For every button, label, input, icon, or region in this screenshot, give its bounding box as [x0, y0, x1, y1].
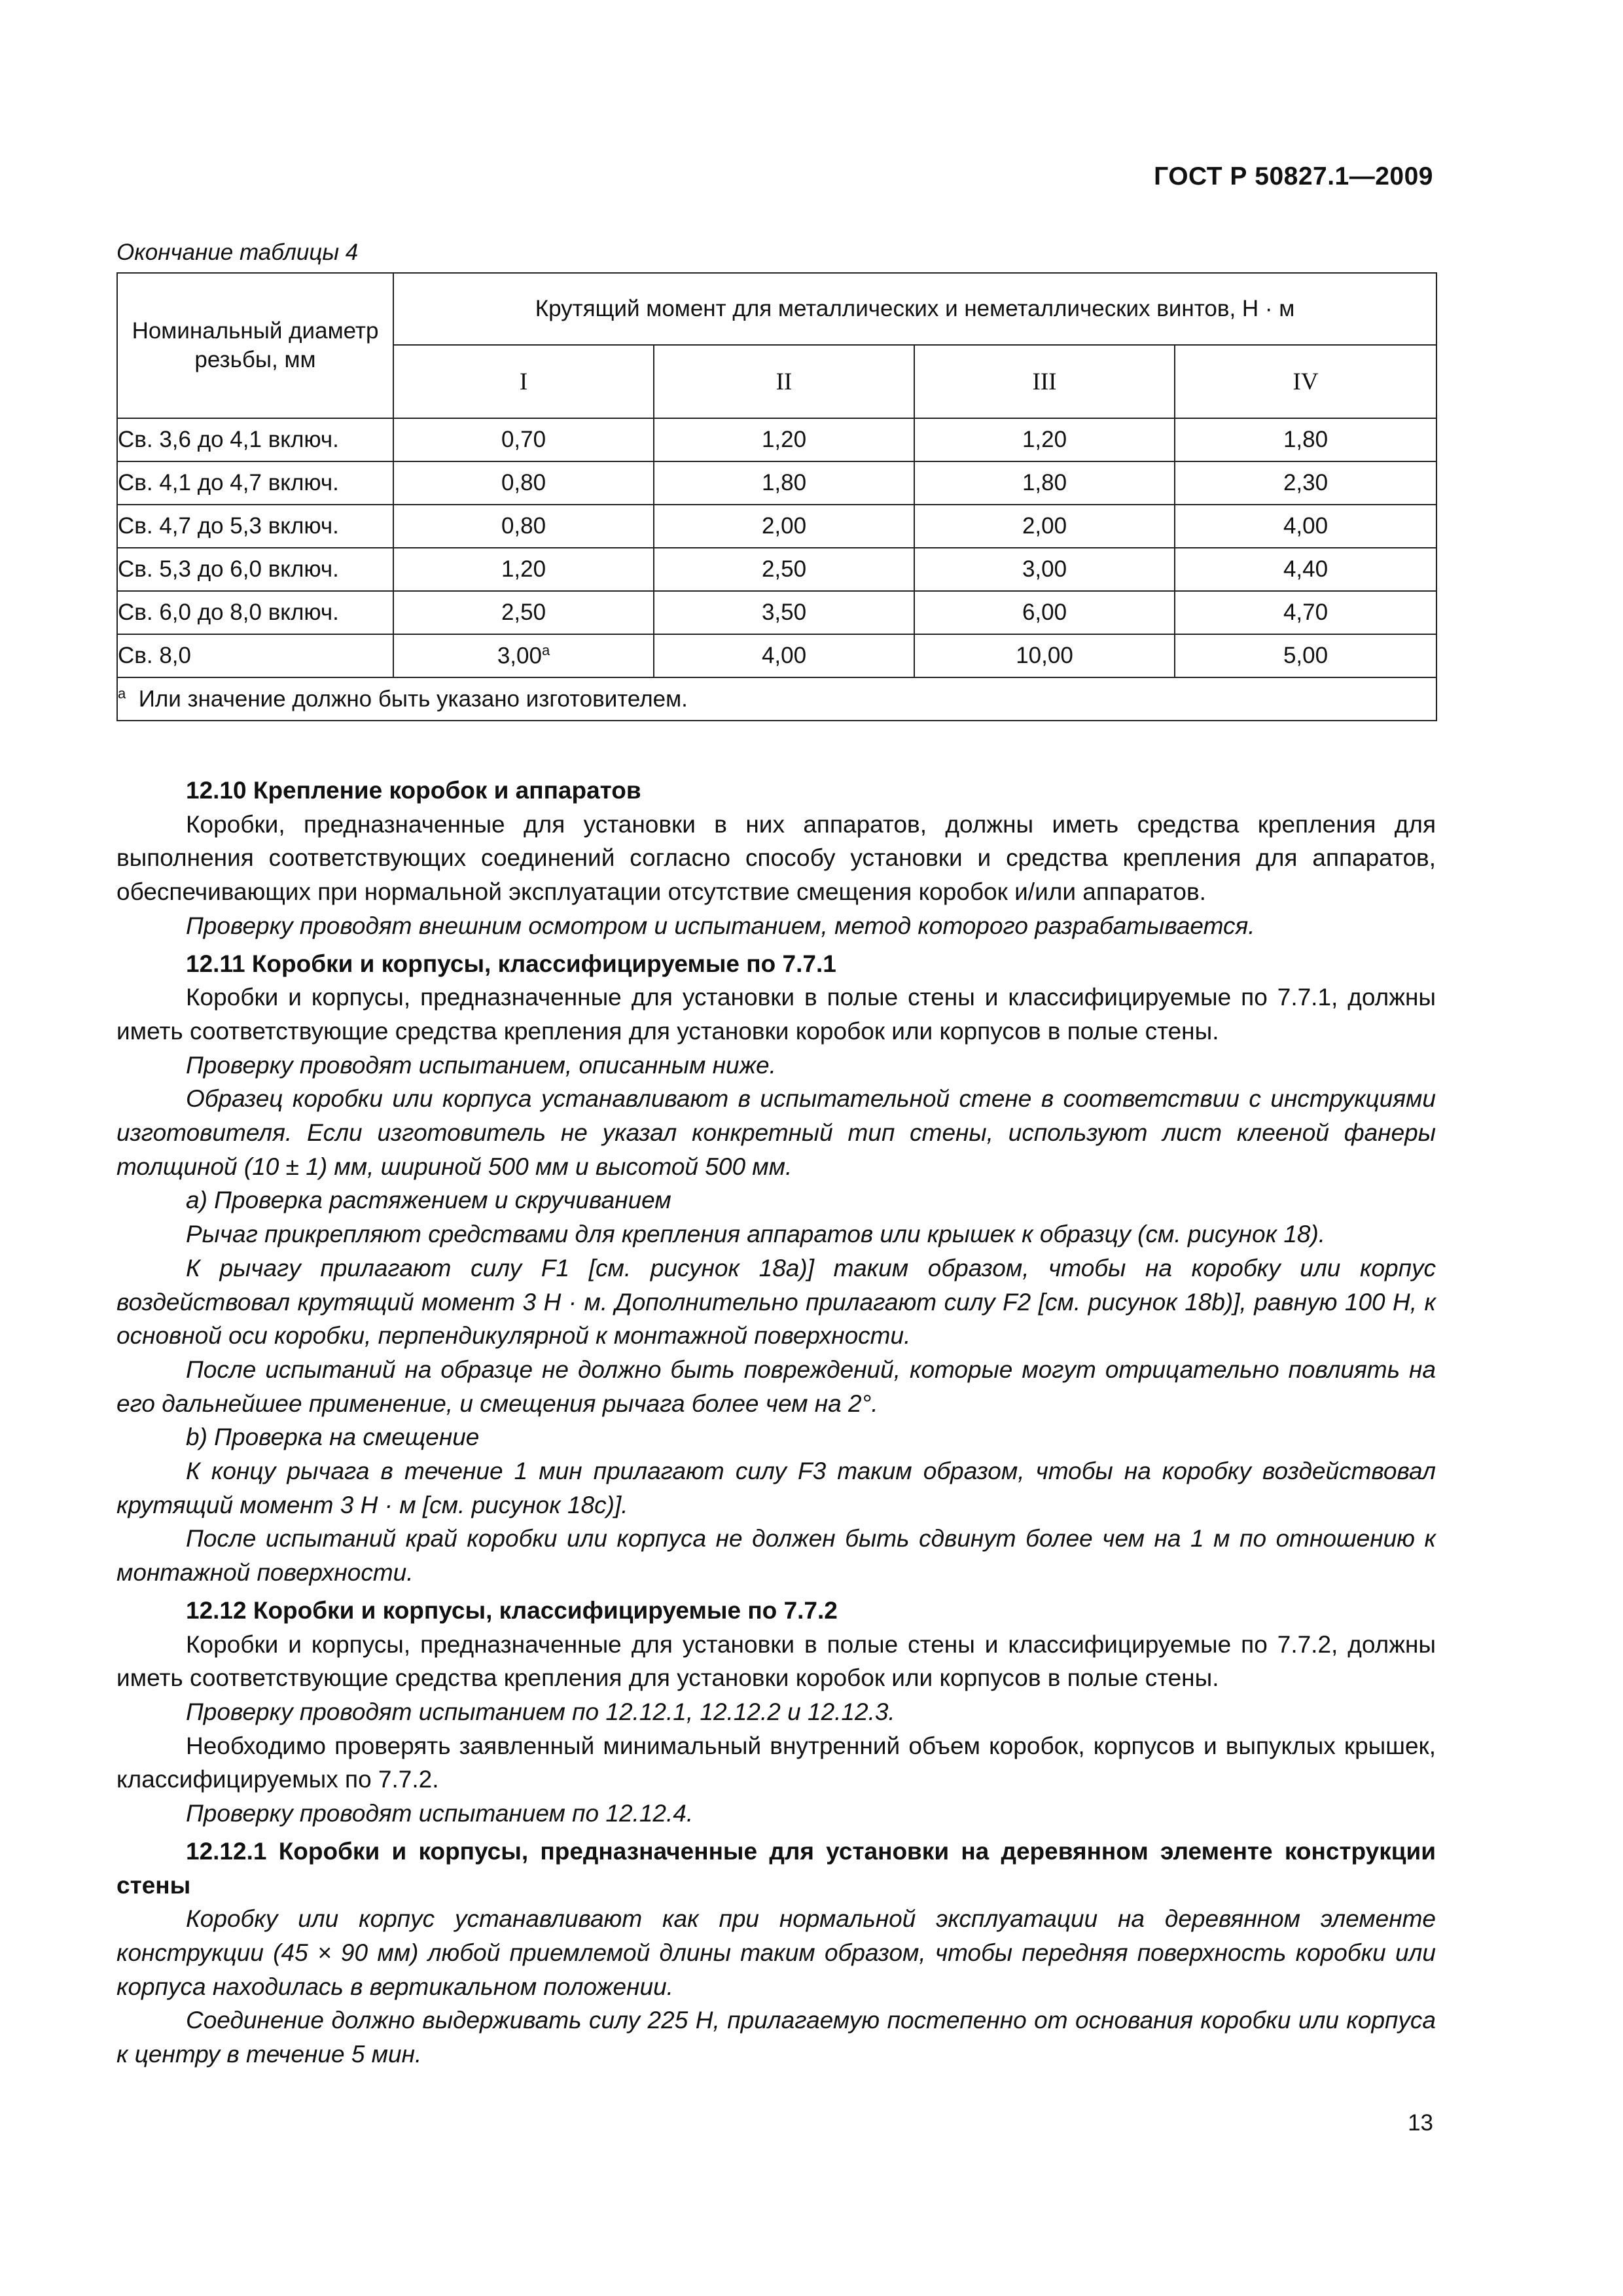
page-number: 13	[1408, 2110, 1433, 2136]
cell-value: 4,00	[1175, 505, 1436, 548]
paragraph: Необходимо проверять заявленный минимальный внутренний объем коробок, корпусов и выпуклых крышек, классифицируемых по 7.7.2.	[116, 1732, 1436, 1793]
paragraph: После испытаний на образце не должно быть повреждений, которые могут отрицательно повлиять на его дальнейшее применение, и смещения рычага более чем на 2°.	[116, 1355, 1436, 1417]
document-code: ГОСТ Р 50827.1—2009	[1154, 162, 1433, 190]
paragraph: Проверку проводят внешним осмотром и испытанием, метод которого разрабатывается.	[186, 912, 1255, 939]
paragraph: После испытаний край коробки или корпуса не должен быть сдвинут более чем на 1 м по отношению к монтажной поверхности.	[116, 1525, 1436, 1587]
table-row	[117, 461, 1436, 505]
header-diameter: Номинальный диаметр резьбы, мм	[117, 273, 393, 418]
cell-value: 1,80	[1175, 418, 1436, 461]
paragraph: Проверку проводят испытанием, описанным ниже.	[186, 1051, 776, 1079]
row-label: Св. 4,7 до 5,3 включ.	[117, 505, 393, 548]
cell-value: 2,00	[654, 505, 914, 548]
paragraph: К рычагу прилагают силу F1 [см. рисунок 18a)] таким образом, чтобы на коробку или корпус воздействовал крутящий момент 3 Н · м. Дополнительно прилагают силу F2 [см. рисунок 18b)], равную 100 Н, к основной оси коробки, перпендикулярной к монтажной поверхности.	[116, 1254, 1436, 1350]
row-label: Св. 3,6 до 4,1 включ.	[117, 418, 393, 461]
table-row	[117, 634, 1436, 677]
table-row	[117, 505, 1436, 548]
class-header: II	[654, 345, 914, 418]
cell-value-text: 3,00	[497, 643, 542, 669]
row-label: Св. 8,0	[117, 634, 393, 677]
table-row	[117, 548, 1436, 591]
cell-value: 2,50	[393, 591, 654, 634]
cell-value: 4,40	[1175, 548, 1436, 591]
torque-table	[116, 272, 1437, 721]
cell-value: 2,30	[1175, 461, 1436, 505]
note-mark: a	[541, 642, 550, 659]
cell-value: 5,00	[1175, 634, 1436, 677]
row-label: Св. 5,3 до 6,0 включ.	[117, 548, 393, 591]
cell-value: 2,50	[654, 548, 914, 591]
paragraph: Коробки, предназначенные для установки в них аппаратов, должны иметь средства крепления для выполнения соответствующих соединений согласно способу установки и средства крепления для аппаратов, обеспечивающих при нормальной эксплуатации отсутствие смещения коробок и/или аппаратов.	[116, 810, 1436, 906]
paragraph: a) Проверка растяжением и скручиванием	[186, 1187, 671, 1214]
cell-value: 3,00	[914, 548, 1175, 591]
cell-value: 1,80	[914, 461, 1175, 505]
row-label: Св. 6,0 до 8,0 включ.	[117, 591, 393, 634]
class-header: III	[914, 345, 1175, 418]
table-caption: Окончание таблицы 4	[116, 240, 359, 265]
cell-value: 0,80	[393, 505, 654, 548]
table-row	[117, 418, 1436, 461]
paragraph: Коробку или корпус устанавливают как при нормальной эксплуатации на деревянном элементе конструкции (45 × 90 мм) любой приемлемой длины таким образом, чтобы передняя поверхность коробки или корпуса находилась в вертикальном положении.	[116, 1905, 1436, 2000]
paragraph: Образец коробки или корпуса устанавливают в испытательной стене в соответствии с инструкциями изготовителя. Если изготовитель не указал конкретный тип стены, используют лист клееной фанеры толщиной (10 ± 1) мм, шириной 500 мм и высотой 500 мм.	[116, 1085, 1436, 1180]
paragraph: Проверку проводят испытанием по 12.12.1, 12.12.2 и 12.12.3.	[186, 1698, 895, 1725]
paragraph: Проверку проводят испытанием по 12.12.4.	[186, 1800, 694, 1827]
table-row	[117, 591, 1436, 634]
class-header: IV	[1175, 345, 1436, 418]
cell-value: 1,80	[654, 461, 914, 505]
section-heading: 12.12.1 Коробки и корпусы, предназначенные для установки на деревянном элементе конструкции стены	[116, 1837, 1436, 1899]
class-header: I	[393, 345, 654, 418]
table-footnote	[117, 677, 1436, 721]
section-heading: 12.10 Крепление коробок и аппаратов	[186, 777, 641, 804]
footnote-text: Или значение должно быть указано изготовителем.	[138, 686, 688, 712]
section-heading: 12.12 Коробки и корпусы, классифицируемые по 7.7.2	[186, 1596, 838, 1624]
paragraph: Рычаг прикрепляют средствами для крепления аппаратов или крышек к образцу (см. рисунок 18).	[186, 1221, 1326, 1248]
paragraph: b) Проверка на смещение	[186, 1424, 480, 1451]
cell-value: 4,70	[1175, 591, 1436, 634]
cell-value: 6,00	[914, 591, 1175, 634]
footnote-mark: a	[118, 685, 126, 702]
cell-value: 10,00	[914, 634, 1175, 677]
cell-value	[393, 634, 654, 677]
paragraph: Коробки и корпусы, предназначенные для установки в полые стены и классифицируемые по 7.7.1, должны иметь соответствующие средства крепления для установки коробок или корпусов в полые стены.	[116, 984, 1436, 1045]
cell-value: 1,20	[654, 418, 914, 461]
cell-value: 2,00	[914, 505, 1175, 548]
section-heading: 12.11 Коробки и корпусы, классифицируемые по 7.7.1	[186, 950, 836, 977]
header-torque: Крутящий момент для металлических и неметаллических винтов, Н · м	[393, 273, 1436, 345]
row-label: Св. 4,1 до 4,7 включ.	[117, 461, 393, 505]
table-footnote-row	[117, 677, 1436, 721]
paragraph: Соединение должно выдерживать силу 225 Н, прилагаемую постепенно от основания коробки или корпуса к центру в течение 5 мин.	[116, 2007, 1436, 2068]
cell-value: 1,20	[393, 548, 654, 591]
cell-value: 0,70	[393, 418, 654, 461]
paragraph: К концу рычага в течение 1 мин прилагают силу F3 таким образом, чтобы на коробку воздействовал крутящий момент 3 Н · м [см. рисунок 18c)].	[116, 1458, 1436, 1518]
body-text	[116, 770, 1436, 2072]
cell-value: 3,50	[654, 591, 914, 634]
cell-value: 4,00	[654, 634, 914, 677]
cell-value: 0,80	[393, 461, 654, 505]
paragraph: Коробки и корпусы, предназначенные для установки в полые стены и классифицируемые по 7.7.2, должны иметь соответствующие средства крепления для установки коробок или корпусов в полые стены.	[116, 1630, 1436, 1692]
cell-value: 1,20	[914, 418, 1175, 461]
